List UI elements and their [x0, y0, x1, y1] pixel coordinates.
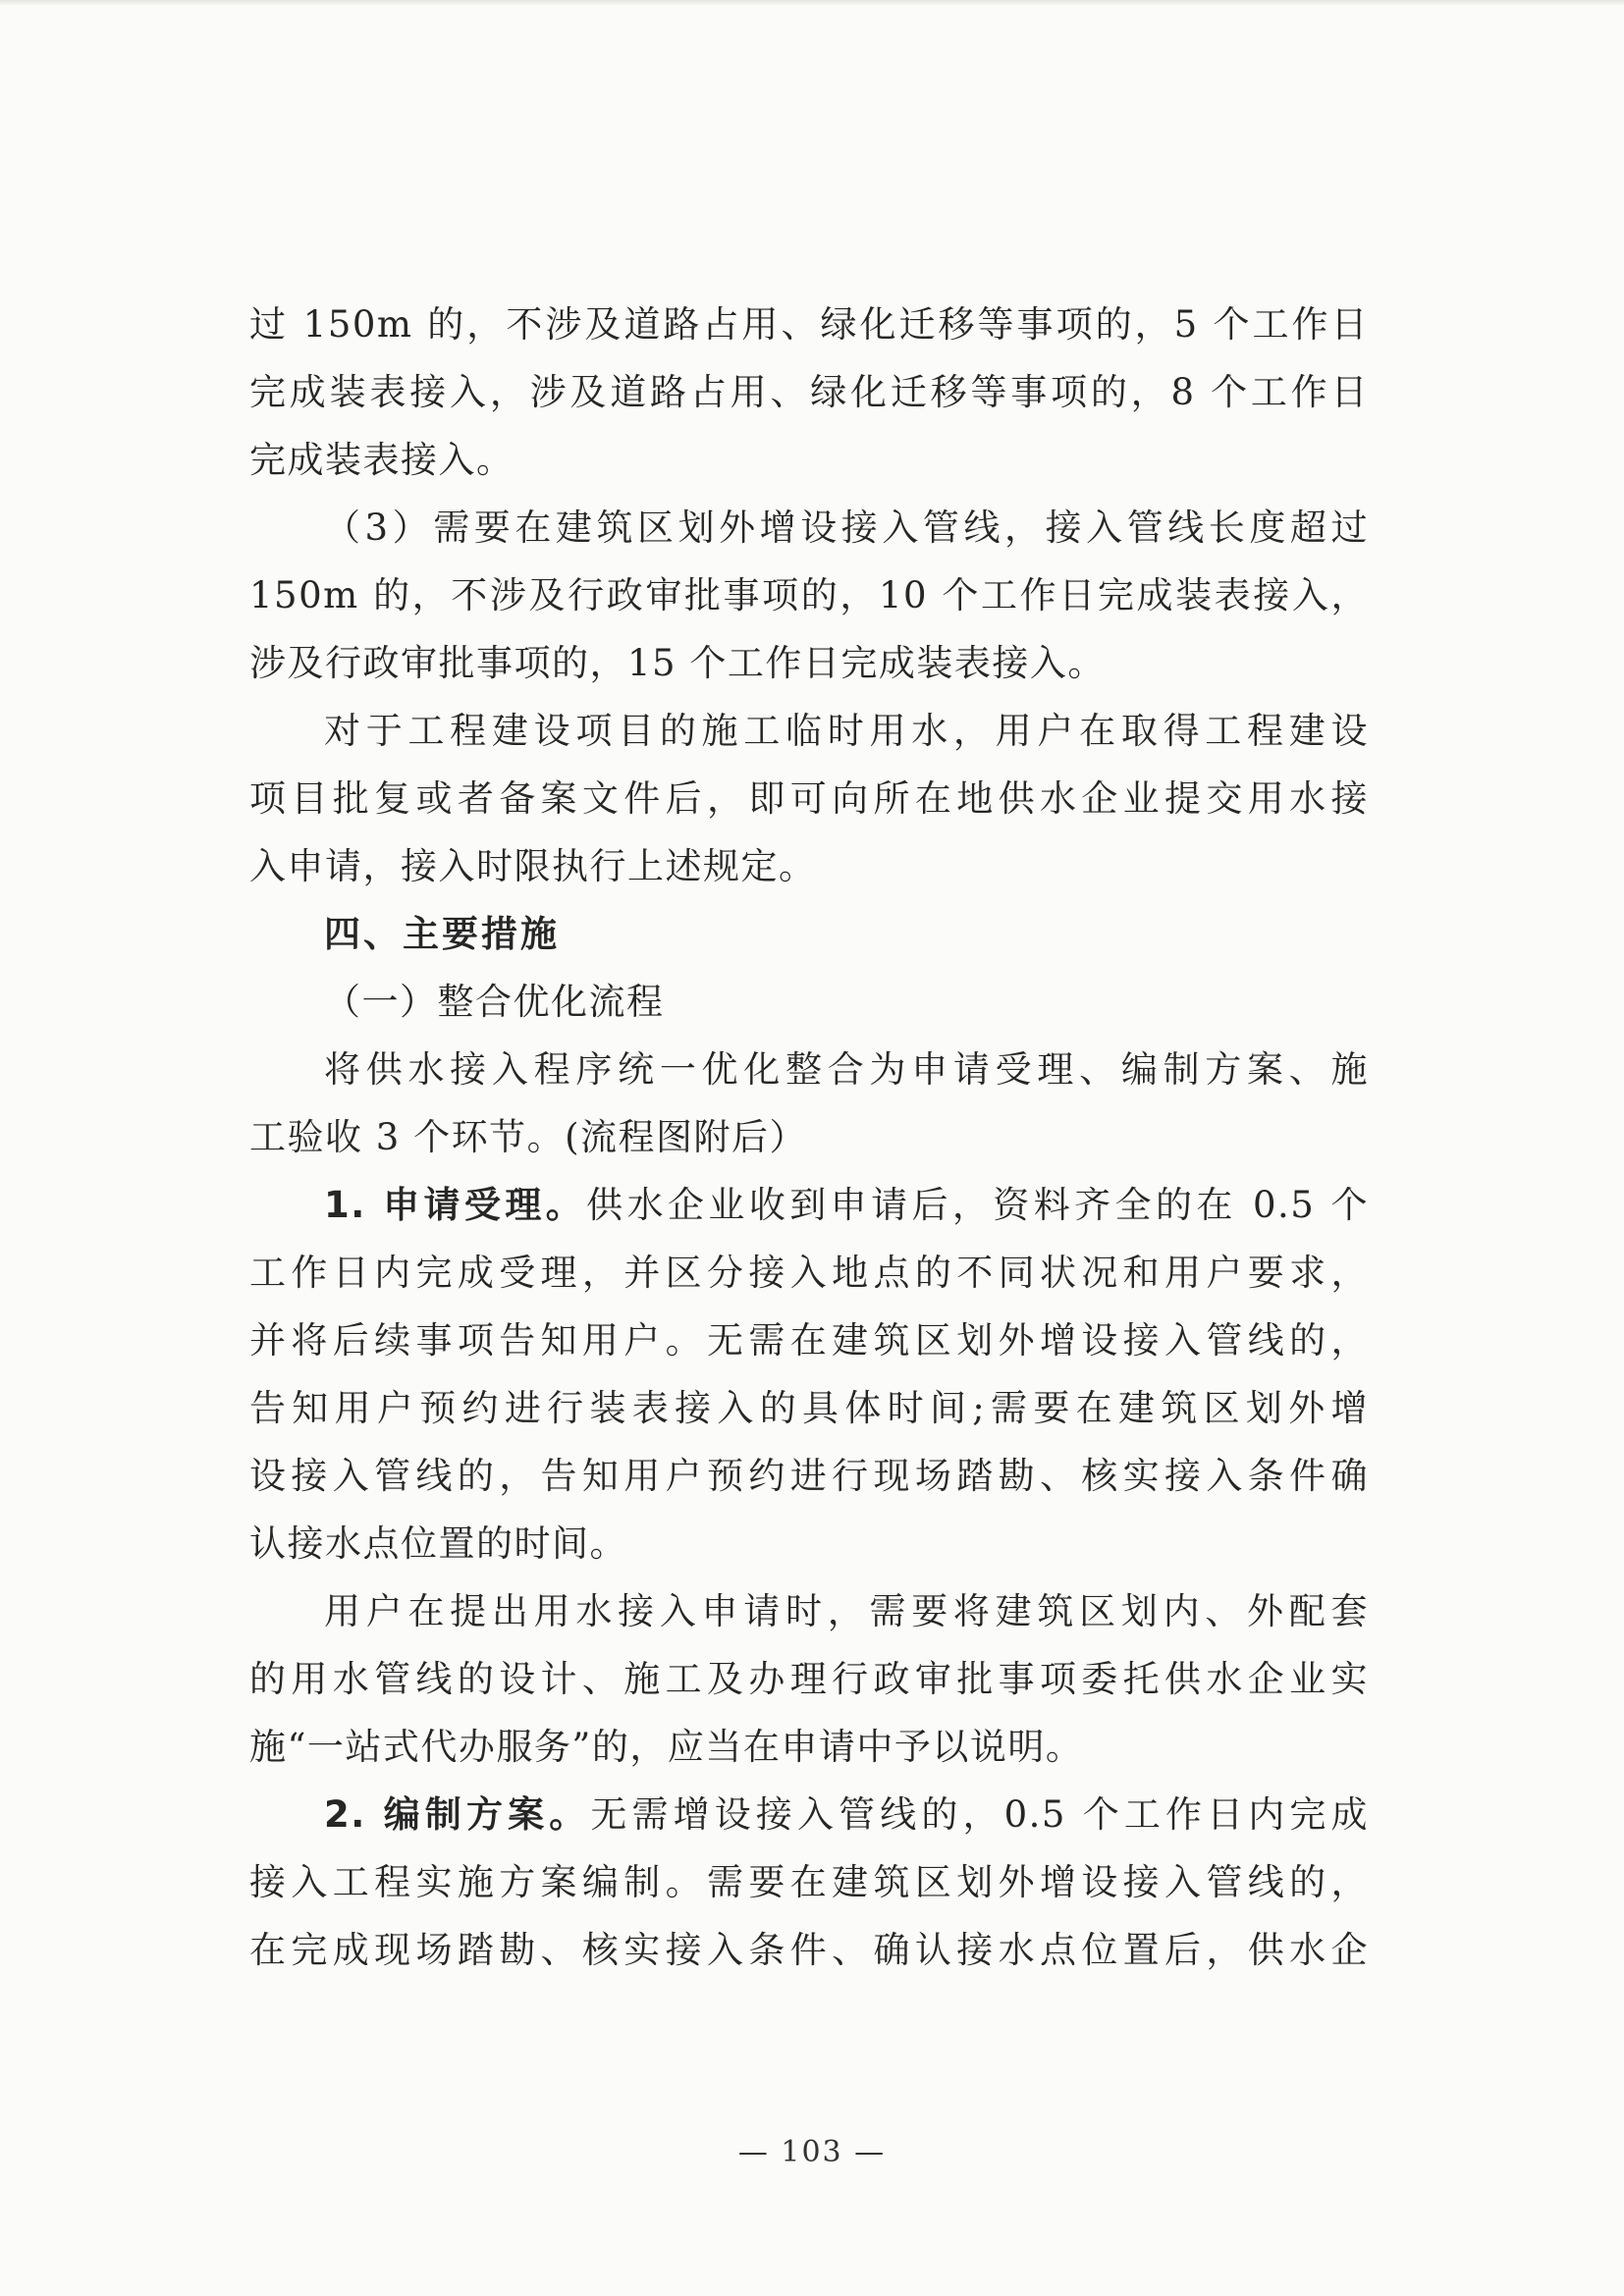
line-text: 告知用户预约进行装表接入的具体时间;需要在建筑区划外增 — [249, 1387, 1369, 1429]
line-text: 在完成现场踏勘、核实接入条件、确认接水点位置后，供水企 — [249, 1929, 1369, 1971]
text-line — [249, 426, 1369, 494]
line-text: 施“一站式代办服务”的，应当在申请中予以说明。 — [249, 1726, 1084, 1768]
line-text: 接入工程实施方案编制。需要在建筑区划外增设接入管线的， — [249, 1861, 1369, 1903]
text-line — [249, 1916, 1369, 1984]
text-line — [249, 1510, 1369, 1577]
line-text: 并将后续事项告知用户。无需在建筑区划外增设接入管线的， — [249, 1319, 1369, 1362]
scan-edge — [0, 0, 1624, 6]
text-line — [249, 1713, 1369, 1781]
line-text: 完成装表接入，涉及道路占用、绿化迁移等事项的，8 个工作日 — [249, 371, 1369, 413]
section-lead: 1. 申请受理。 — [324, 1184, 587, 1226]
text-line — [249, 1848, 1369, 1916]
line-text: 认接水点位置的时间。 — [249, 1522, 627, 1565]
text-line — [249, 832, 1369, 900]
text-line — [249, 1307, 1369, 1374]
text-line — [249, 358, 1369, 426]
line-text: 工作日内完成受理，并区分接入地点的不同状况和用户要求， — [249, 1252, 1369, 1294]
line-text: 用户在提出用水接入申请时，需要将建筑区划内、外配套 — [324, 1590, 1369, 1632]
line-text: 150m 的，不涉及行政审批事项的，10 个工作日完成装表接入， — [249, 574, 1369, 616]
text-line — [249, 1171, 1369, 1239]
line-text: （3）需要在建筑区划外增设接入管线，接入管线长度超过 — [324, 507, 1369, 549]
line-text: 的用水管线的设计、施工及办理行政审批事项委托供水企业实 — [249, 1658, 1369, 1700]
text-line — [249, 697, 1369, 765]
text-line — [249, 494, 1369, 561]
page-number: — 103 — — [737, 2135, 887, 2169]
line-text: （一）整合优化流程 — [324, 981, 665, 1023]
text-line — [249, 1036, 1369, 1103]
line-text: 对于工程建设项目的施工临时用水，用户在取得工程建设 — [324, 710, 1369, 752]
line-text: 设接入管线的，告知用户预约进行现场踏勘、核实接入条件确 — [249, 1455, 1369, 1497]
section-lead: 2. 编制方案。 — [324, 1793, 591, 1836]
line-text: 工验收 3 个环节。(流程图附后） — [249, 1116, 807, 1158]
text-line — [249, 1577, 1369, 1645]
text-line — [249, 1103, 1369, 1171]
text-line — [249, 291, 1369, 358]
text-line — [249, 1781, 1369, 1848]
text-line — [249, 1442, 1369, 1510]
text-line — [249, 968, 1369, 1036]
text-line — [249, 1239, 1369, 1307]
text-line — [249, 561, 1369, 629]
text-line — [249, 900, 1369, 968]
text-line — [249, 765, 1369, 832]
line-text: 无需增设接入管线的，0.5 个工作日内完成 — [590, 1793, 1369, 1836]
line-text: 完成装表接入。 — [249, 439, 514, 481]
text-line — [249, 1645, 1369, 1713]
body-text — [249, 291, 1369, 1984]
line-text: 项目批复或者备案文件后，即可向所在地供水企业提交用水接 — [249, 777, 1369, 820]
text-line — [249, 629, 1369, 697]
line-text: 四、主要措施 — [324, 913, 560, 955]
line-text: 入申请，接入时限执行上述规定。 — [249, 845, 817, 887]
line-text: 涉及行政审批事项的，15 个工作日完成装表接入。 — [249, 642, 1106, 684]
line-text: 供水企业收到申请后，资料齐全的在 0.5 个 — [586, 1184, 1369, 1226]
line-text: 过 150m 的，不涉及道路占用、绿化迁移等事项的，5 个工作日 — [249, 303, 1369, 346]
text-line — [249, 1374, 1369, 1442]
line-text: 将供水接入程序统一优化整合为申请受理、编制方案、施 — [324, 1048, 1369, 1091]
